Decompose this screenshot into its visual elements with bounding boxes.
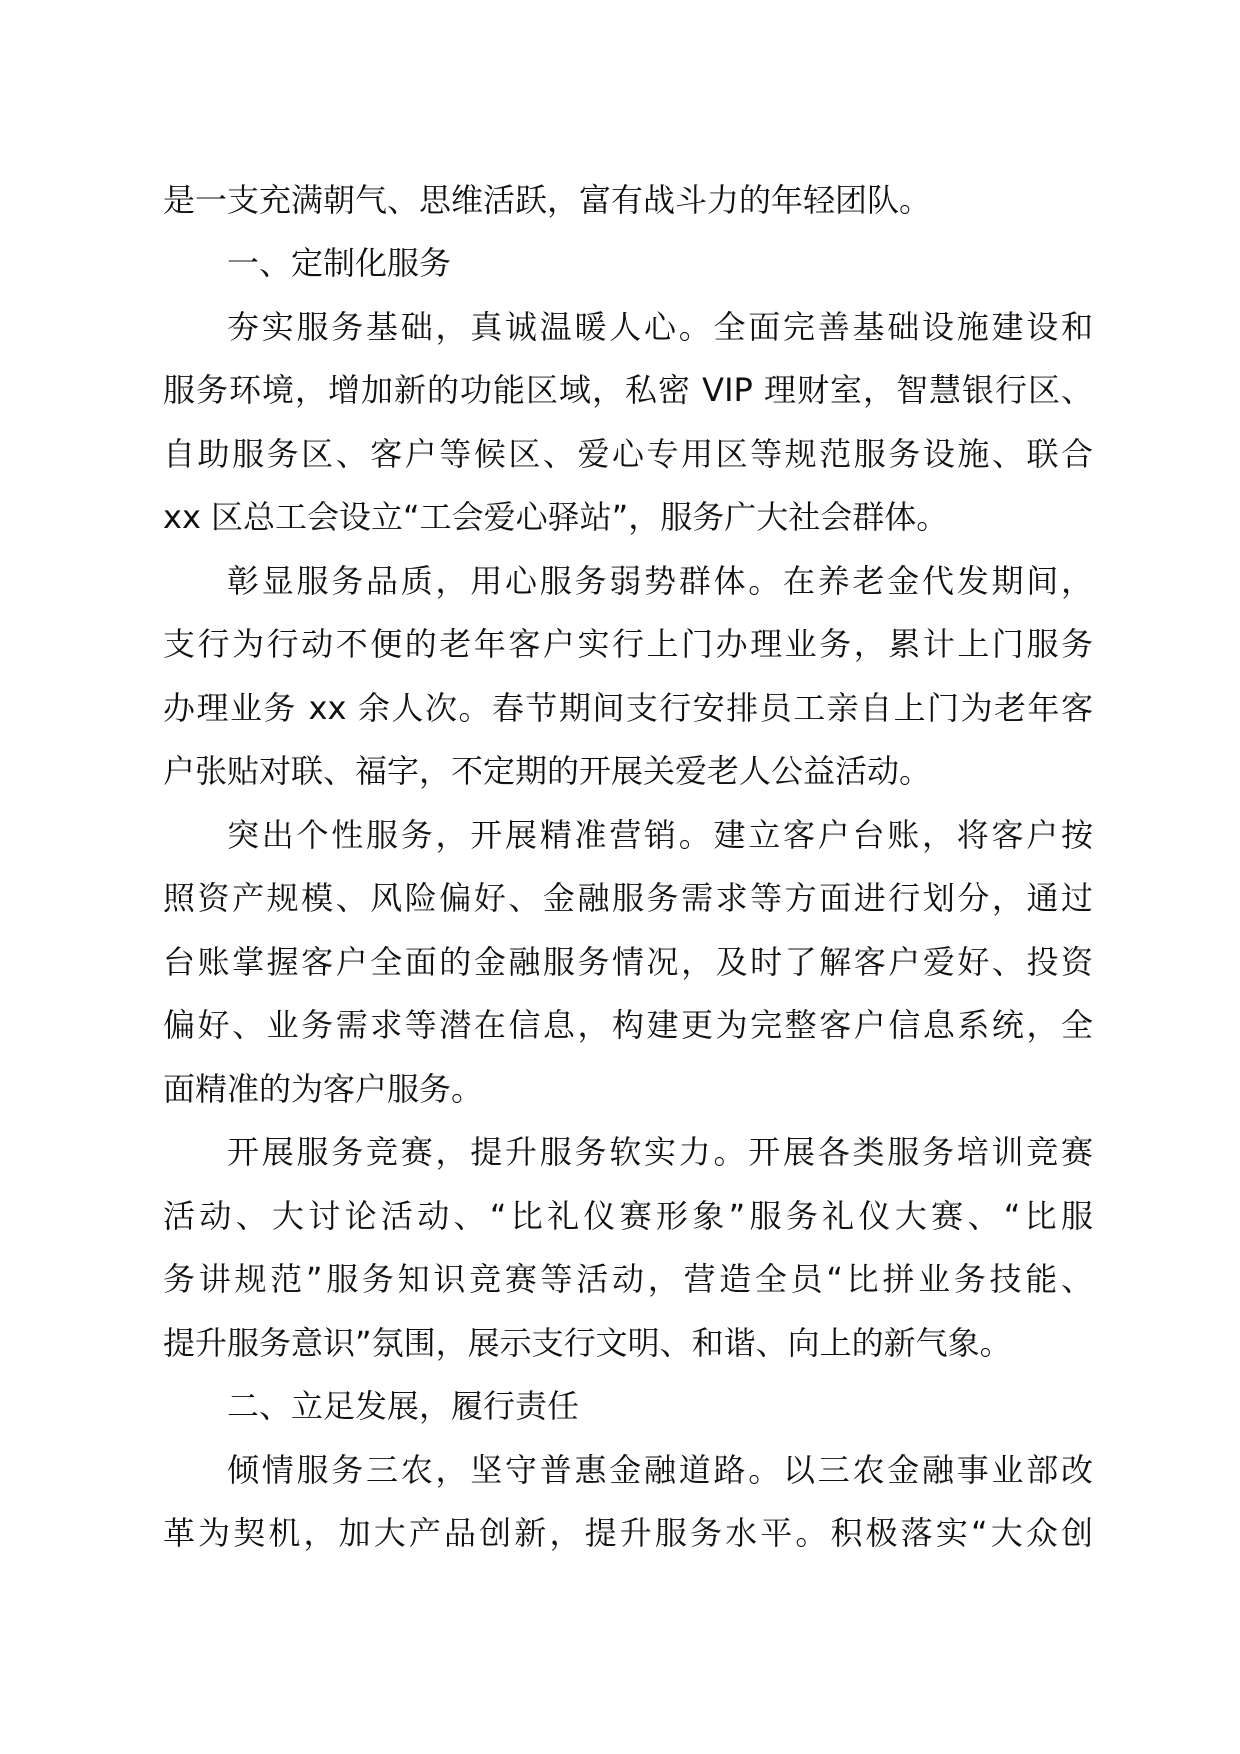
text-line: 活动、大讨论活动、“比礼仪赛形象”服务礼仪大赛、“比服 bbox=[163, 1197, 1093, 1235]
text-line: 提升服务意识”氛围，展示支行文明、和谐、向上的新气象。 bbox=[163, 1324, 1012, 1362]
text-line: 面精准的为客户服务。 bbox=[163, 1070, 484, 1108]
text-line: xx 区总工会设立“工会爱心驿站”，服务广大社会群体。 bbox=[163, 498, 949, 536]
text-line: 革为契机，加大产品创新，提升服务水平。积极落实“大众创 bbox=[163, 1514, 1093, 1552]
text-line: 务讲规范”服务知识竞赛等活动，营造全员“比拼业务技能、 bbox=[163, 1260, 1093, 1298]
text-line: 是一支充满朝气、思维活跃，富有战斗力的年轻团队。 bbox=[163, 181, 932, 219]
text-line: 偏好、业务需求等潜在信息，构建更为完整客户信息系统，全 bbox=[163, 1006, 1093, 1044]
paragraph-first-line: 突出个性服务，开展精准营销。建立客户台账，将客户按 bbox=[227, 816, 1093, 854]
text-line: 照资产规模、风险偏好、金融服务需求等方面进行划分，通过 bbox=[163, 879, 1093, 917]
paragraph-first-line: 彰显服务品质，用心服务弱势群体。在养老金代发期间， bbox=[227, 562, 1093, 600]
paragraph-first-line: 开展服务竞赛，提升服务软实力。开展各类服务培训竞赛 bbox=[227, 1133, 1093, 1171]
text-line: 自助服务区、客户等候区、爱心专用区等规范服务设施、联合 bbox=[163, 435, 1093, 473]
text-line: 办理业务 xx 余人次。春节期间支行安排员工亲自上门为老年客 bbox=[163, 689, 1093, 727]
text-line: 台账掌握客户全面的金融服务情况，及时了解客户爱好、投资 bbox=[163, 943, 1093, 981]
paragraph-first-line: 倾情服务三农，坚守普惠金融道路。以三农金融事业部改 bbox=[227, 1451, 1093, 1489]
section-heading: 一、定制化服务 bbox=[227, 244, 452, 282]
section-heading: 二、立足发展，履行责任 bbox=[227, 1387, 580, 1425]
text-line: 支行为行动不便的老年客户实行上门办理业务，累计上门服务 bbox=[163, 625, 1093, 663]
text-line: 户张贴对联、福字，不定期的开展关爱老人公益活动。 bbox=[163, 752, 932, 790]
paragraph-first-line: 夯实服务基础，真诚温暖人心。全面完善基础设施建设和 bbox=[227, 308, 1093, 346]
text-line: 服务环境，增加新的功能区域，私密 VIP 理财室，智慧银行区、 bbox=[163, 371, 1093, 409]
